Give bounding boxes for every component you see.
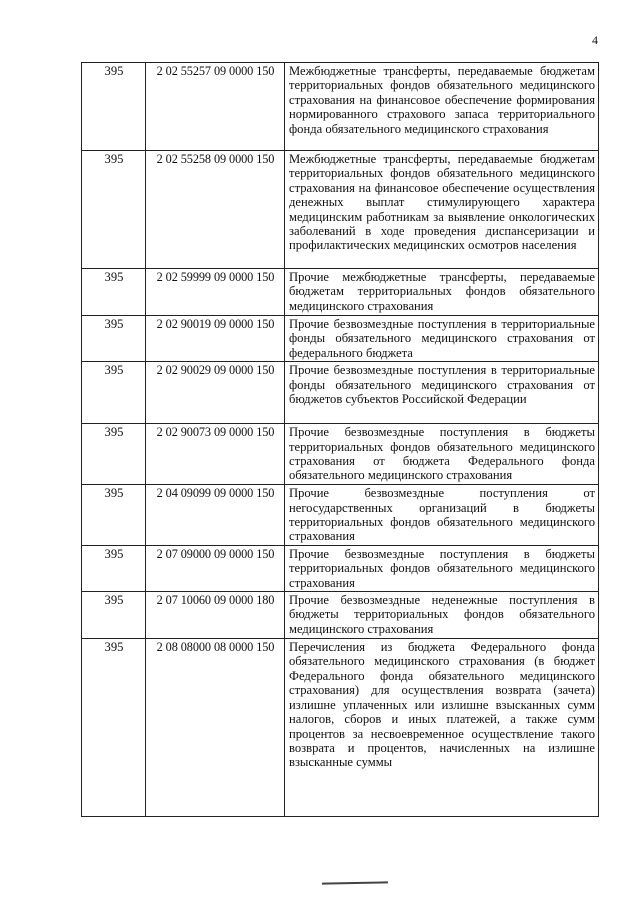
admin-code-cell: 395 [82, 639, 146, 817]
description-cell: Прочие межбюджетные трансферты, передаваемые бюджетам территориальных фондов обязательного медицинского страхования [285, 269, 599, 316]
page-number: 4 [592, 33, 598, 47]
description-cell: Прочие безвозмездные поступления в бюджеты территориальных фондов обязательного медицинского страхования от бюджета Федерального фонда обязательного медицинского страхования [285, 424, 599, 485]
description-cell: Прочие безвозмездные неденежные поступления в бюджеты территориальных фондов обязательного медицинского страхования [285, 592, 599, 639]
revenue-code-cell: 2 02 55258 09 0000 150 [146, 151, 285, 269]
footer-mark [322, 881, 388, 887]
revenue-code-cell: 2 02 90019 09 0000 150 [146, 316, 285, 362]
admin-code-cell: 395 [82, 63, 146, 151]
revenue-code-cell: 2 07 10060 09 0000 180 [146, 592, 285, 639]
description-cell: Прочие безвозмездные поступления от негосударственных организаций в бюджеты территориальных фондов обязательного медицинского страхования [285, 485, 599, 546]
admin-code-cell: 395 [82, 592, 146, 639]
admin-code-cell: 395 [82, 485, 146, 546]
description-cell: Межбюджетные трансферты, передаваемые бюджетам территориальных фондов обязательного медицинского страхования на финансовое обеспечение формирования нормированного страхового запаса территориального фонда обязательного медицинского страхования [285, 63, 599, 151]
table-row [82, 63, 599, 151]
revenue-code-cell: 2 02 90029 09 0000 150 [146, 362, 285, 424]
admin-code-cell: 395 [82, 545, 146, 591]
table-row [82, 424, 599, 485]
description-cell: Перечисления из бюджета Федерального фонда обязательного медицинского страхования (в бюджет Федерального фонда обязательного медицинского страхования) для осуществления возврата (зачета) излишне уплаченных или излишне взысканных сумм налогов, сборов и иных платежей, а также сумм процентов за несвоевременное осуществление такого возврата и процентов, начисленных на излишне взысканные суммы [285, 639, 599, 817]
table-row [82, 316, 599, 362]
revenue-code-cell: 2 02 59999 09 0000 150 [146, 269, 285, 316]
table-row [82, 269, 599, 316]
admin-code-cell: 395 [82, 316, 146, 362]
table-row [82, 362, 599, 424]
revenue-code-cell: 2 08 08000 08 0000 150 [146, 639, 285, 817]
admin-code-cell: 395 [82, 151, 146, 269]
table-row [82, 485, 599, 546]
admin-code-cell: 395 [82, 269, 146, 316]
description-cell: Прочие безвозмездные поступления в территориальные фонды обязательного медицинского страхования от федерального бюджета [285, 316, 599, 362]
description-cell: Прочие безвозмездные поступления в территориальные фонды обязательного медицинского страхования от бюджетов субъектов Российской Федерации [285, 362, 599, 424]
description-cell: Межбюджетные трансферты, передаваемые бюджетам территориальных фондов обязательного медицинского страхования на финансовое обеспечение осуществления денежных выплат стимулирующего характера медицинским работникам за выявление онкологических заболеваний в ходе проведения диспансеризации и профилактических медицинских осмотров населения [285, 151, 599, 269]
admin-code-cell: 395 [82, 362, 146, 424]
revenue-code-cell: 2 02 55257 09 0000 150 [146, 63, 285, 151]
table-row [82, 545, 599, 591]
table-row [82, 639, 599, 817]
revenue-code-cell: 2 07 09000 09 0000 150 [146, 545, 285, 591]
admin-code-cell: 395 [82, 424, 146, 485]
table-row [82, 592, 599, 639]
revenue-code-cell: 2 04 09099 09 0000 150 [146, 485, 285, 546]
revenue-codes-table [81, 62, 599, 817]
table-row [82, 151, 599, 269]
description-cell: Прочие безвозмездные поступления в бюджеты территориальных фондов обязательного медицинского страхования [285, 545, 599, 591]
revenue-code-cell: 2 02 90073 09 0000 150 [146, 424, 285, 485]
